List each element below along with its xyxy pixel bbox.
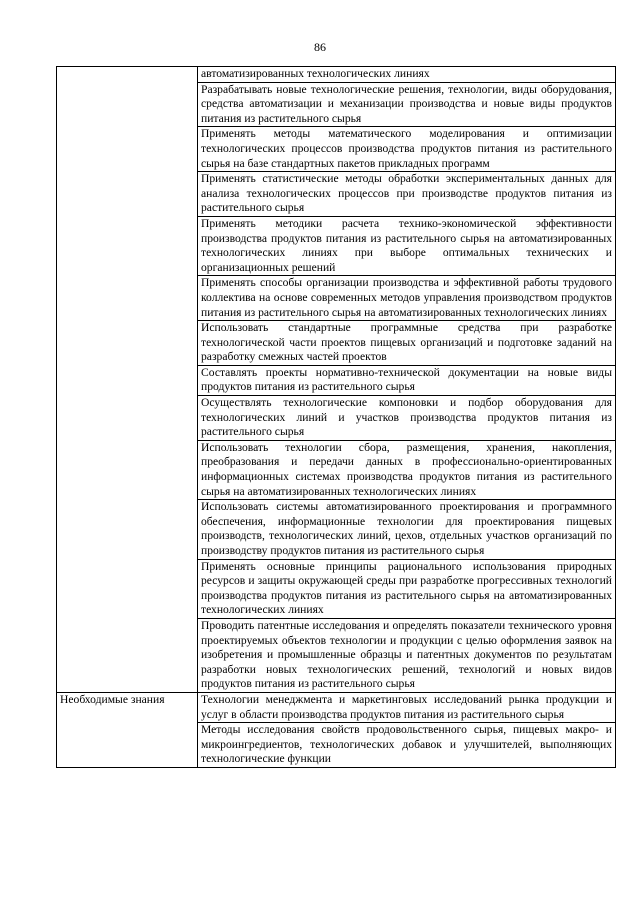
skill-text-cell: Составлять проекты нормативно-технической документации на новые виды продуктов питания из растительного сырья bbox=[198, 365, 616, 395]
skill-text-cell: Применять статистические методы обработки экспериментальных данных для анализа технологических процессов при производстве продуктов питания из растительного сырья bbox=[198, 172, 616, 217]
skill-text-cell: Проводить патентные исследования и определять показатели технического уровня проектируемых объектов технологии и продукции с целью оформления заявок на изобретения и промышленные образцы и патентных документов по результатам разработки новых технологических решений, технологий и новых видов продуктов питания из растительного сырья bbox=[198, 618, 616, 692]
table-row bbox=[57, 692, 616, 722]
knowledge-text-cell: Технологии менеджмента и маркетинговых исследований рынка продукции и услуг в области производства продуктов питания из растительного сырья bbox=[198, 692, 616, 722]
section-label-required-knowledge: Необходимые знания bbox=[57, 692, 198, 767]
skill-text-cell: Применять основные принципы рационального использования природных ресурсов и защиты окружающей среды при разработке прогрессивных технологий производства продуктов питания из растительного сырья на автоматизированных технологических линиях bbox=[198, 559, 616, 618]
skill-text-cell: Использовать технологии сбора, размещения, хранения, накопления, преобразования и передачи данных в профессионально-ориентированных информационных системах производства продуктов питания из растительного сырья на автоматизированных технологических линиях bbox=[198, 440, 616, 499]
page-number: 86 bbox=[314, 40, 326, 54]
skill-text-cell: Осуществлять технологические компоновки и подбор оборудования для технологических линий и участков производства продуктов питания из растительного сырья bbox=[198, 396, 616, 441]
row-label-cell bbox=[57, 67, 198, 693]
knowledge-text-cell: Методы исследования свойств продовольственного сырья, пищевых макро- и микроингредиентов, технологических добавок и улучшителей, выполняющих технологические функции bbox=[198, 723, 616, 768]
skill-text-cell: Применять методики расчета технико-экономической эффективности производства продуктов питания из растительного сырья на автоматизированных технологических линиях при выборе оптимальных технических и организационных решений bbox=[198, 216, 616, 275]
skill-text-cell: Использовать стандартные программные средства при разработке технологической части проектов пищевых организаций и подготовке заданий на разработку смежных частей проектов bbox=[198, 321, 616, 366]
skill-text-cell: Использовать системы автоматизированного проектирования и программного обеспечения, информационные технологии для проектирования пищевых производств, технологических линий, цехов, отдельных участков организаций по производству продуктов питания из растительного сырья bbox=[198, 500, 616, 559]
requirements-table bbox=[56, 66, 616, 768]
skill-text-cell: Разрабатывать новые технологические решения, технологии, виды оборудования, средства автоматизации и механизации производства и новые виды продуктов питания из растительного сырья bbox=[198, 82, 616, 127]
skill-text-cell: Применять методы математического моделирования и оптимизации технологических процессов производства продуктов питания из растительного сырья на базе стандартных пакетов прикладных программ bbox=[198, 127, 616, 172]
table-row bbox=[57, 67, 616, 83]
skill-text-cell: автоматизированных технологических линиях bbox=[198, 67, 616, 83]
skill-text-cell: Применять способы организации производства и эффективной работы трудового коллектива на основе современных методов управления производством продуктов питания из растительного сырья на автоматизированных технологических линиях bbox=[198, 276, 616, 321]
